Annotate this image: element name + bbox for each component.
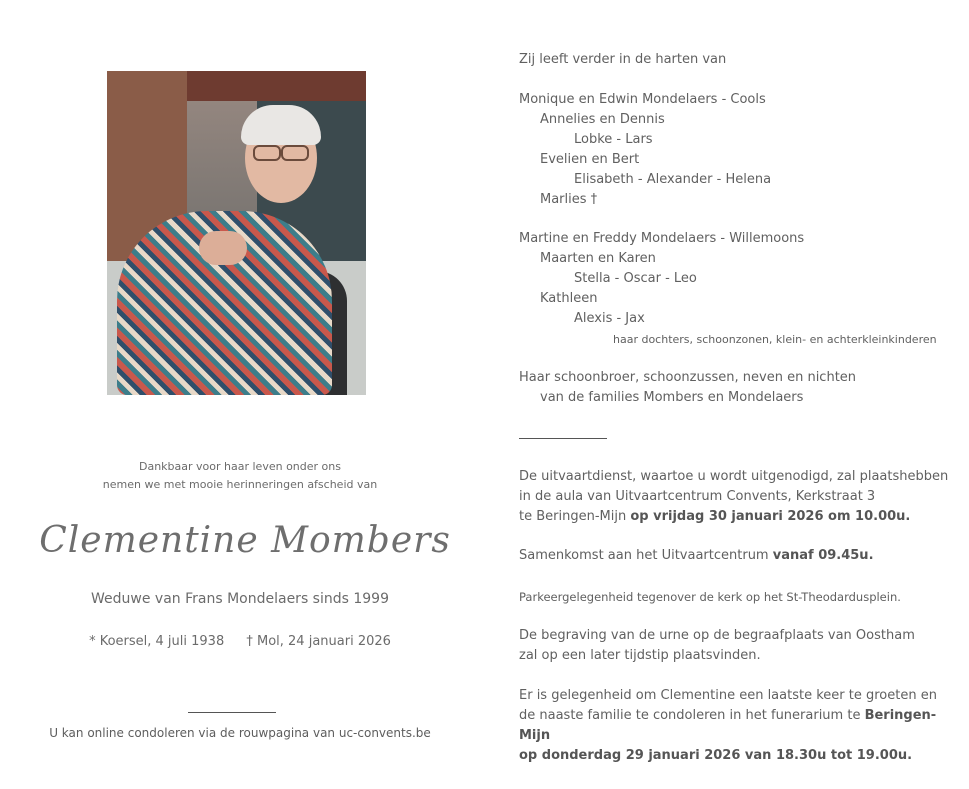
family-intro: Zij leeft verder in de harten van bbox=[519, 52, 727, 67]
gathering-text: Samenkomst aan het Uitvaartcentrum bbox=[519, 548, 773, 563]
service-line-2: in de aula van Uitvaartcentrum Convents, Kerkstraat 3 bbox=[519, 489, 876, 504]
gathering-paragraph bbox=[519, 546, 959, 566]
visitation-text: de naaste familie te condoleren in het funerarium te bbox=[519, 708, 865, 723]
divider-left bbox=[188, 712, 276, 713]
divider-right bbox=[519, 438, 607, 439]
gathering-time: vanaf 09.45u. bbox=[772, 548, 874, 563]
family-parents-2: Martine en Freddy Mondelaers - Willemoons bbox=[519, 231, 805, 246]
online-condolence-text: U kan online condoleren via de rouwpagina van uc-convents.be bbox=[49, 726, 431, 740]
service-datetime: op vrijdag 30 januari 2026 om 10.00u. bbox=[630, 509, 911, 524]
visitation-line-3 bbox=[519, 746, 959, 766]
thanks-line-2: nemen we met mooie herinneringen afscheid van bbox=[102, 478, 378, 491]
widow-line: Weduwe van Frans Mondelaers sinds 1999 bbox=[91, 591, 389, 607]
family-grandkids-2-1: Stella - Oscar - Leo bbox=[574, 271, 697, 286]
birth-date: * Koersel, 4 juli 1938 bbox=[89, 634, 225, 649]
burial-line-2: zal op een later tijdstip plaatsvinden. bbox=[519, 648, 761, 663]
service-paragraph bbox=[519, 467, 959, 527]
family-summary: haar dochters, schoonzonen, klein- en achterkleinkinderen bbox=[613, 333, 937, 346]
service-line-3 bbox=[519, 507, 959, 527]
family-child-2-2: Kathleen bbox=[540, 291, 598, 306]
family-child-1-2: Evelien en Bert bbox=[540, 152, 640, 167]
family-child-1-1: Annelies en Dennis bbox=[540, 112, 665, 127]
thanks-text bbox=[60, 458, 420, 494]
inlaws-line-2: van de families Mombers en Mondelaers bbox=[540, 390, 804, 405]
service-place: te Beringen-Mijn bbox=[519, 509, 631, 524]
family-child-1-3: Marlies † bbox=[540, 192, 598, 207]
name-signature-text: Clementine Mombers bbox=[39, 520, 451, 561]
family-parents-1: Monique en Edwin Mondelaers - Cools bbox=[519, 92, 766, 107]
parking-paragraph: Parkeergelegenheid tegenover de kerk op het St-Theodardusplein. bbox=[519, 590, 901, 604]
family-grandkids-2-2: Alexis - Jax bbox=[574, 311, 645, 326]
thanks-line-1: Dankbaar voor haar leven onder ons bbox=[139, 460, 341, 473]
visitation-place: Beringen-Mijn bbox=[519, 708, 937, 743]
name-signature bbox=[39, 500, 451, 580]
visitation-line-1: Er is gelegenheid om Clementine een laatste keer te groeten en bbox=[519, 688, 937, 703]
inlaws-line-1: Haar schoonbroer, schoonzussen, neven en nichten bbox=[519, 370, 857, 385]
visitation-datetime: op donderdag 29 januari 2026 van 18.30u tot 19.00u. bbox=[519, 748, 913, 763]
life-dates bbox=[60, 634, 420, 649]
visitation-paragraph bbox=[519, 686, 959, 766]
burial-paragraph bbox=[519, 626, 959, 666]
family-child-2-1: Maarten en Karen bbox=[540, 251, 656, 266]
portrait-photo bbox=[107, 71, 366, 395]
service-line-1: De uitvaartdienst, waartoe u wordt uitgenodigd, zal plaatshebben bbox=[519, 469, 949, 484]
death-date: † Mol, 24 januari 2026 bbox=[246, 634, 391, 649]
family-grandkids-1-1: Lobke - Lars bbox=[574, 132, 653, 147]
family-grandkids-1-2: Elisabeth - Alexander - Helena bbox=[574, 172, 772, 187]
visitation-line-2 bbox=[519, 706, 959, 746]
burial-line-1: De begraving van de urne op de begraafplaats van Oostham bbox=[519, 628, 915, 643]
